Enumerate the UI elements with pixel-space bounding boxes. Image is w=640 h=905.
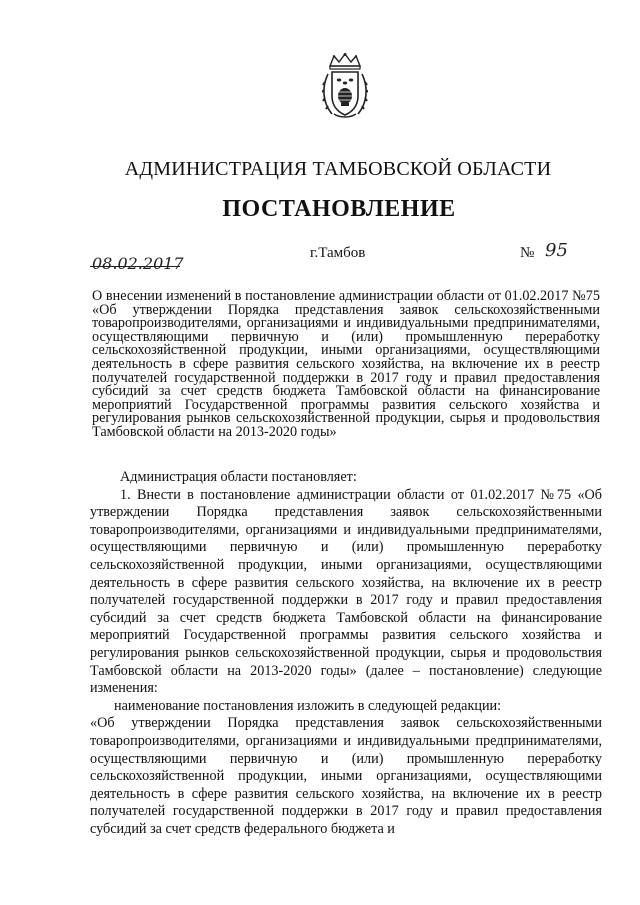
organization-title: АДМИНИСТРАЦИЯ ТАМБОВСКОЙ ОБЛАСТИ [124,158,552,180]
document-date: 08.02.2017 [92,254,184,273]
body-item-1: 1. Внести в постановление администрации области от 01.02.2017 №75 «Об утверждении Порядка представления заявок сельскохозяйственными товаропроизводителями, организациями и индивидуальными предпринимателями, осуществляющими первичную и (или) промышленную переработку сельскохозяйственной продукции, иными организациями, осуществляющими деятельность в сфере развития сельского хозяйства, на включение их в реестр получателей государственной поддержки в 2017 году и правил предоставления субсидий за счет средств бюджета Тамбовской области на финансирование мероприятий Государственной программы развития сельского хозяйства и регулирования рынков сельскохозяйственной продукции, сырья и продовольствия Тамбовской области на 2013-2020 годы» (далее – постановление) следующие изменения: [90,486,602,697]
body-quote: «Об утверждении Порядка представления заявок сельскохозяйственными товаропроизводителями, организациями и индивидуальными предпринимателями, осуществляющими первичную и (или) промышленную переработку сельскохозяйственной продукции, иными организациями, осуществляющими деятельность в сфере развития сельского хозяйства, на включение их в реестр получателей государственной поддержки в 2017 году и правил предоставления субсидий за счет средств федерального бюджета и [90,715,602,837]
document-number: 95 [545,240,568,261]
date-underline [90,266,180,267]
document-type-title: ПОСТАНОВЛЕНИЕ [222,196,456,222]
document-body [90,469,602,838]
body-intro: Администрация области постановляет: [120,469,357,485]
document-city: г.Тамбов [310,245,366,261]
body-item-2: наименование постановления изложить в следующей редакции: [114,697,502,714]
tambov-coat-of-arms-icon [322,52,368,120]
document-subject: О внесении изменений в постановление администрации области от 01.02.2017 №75 «Об утверждении Порядка представления заявок сельскохозяйственными товаропроизводителями, организациями и индивидуальными предпринимателями, осуществляющими первичную и (или) промышленную переработку сельскохозяйственной продукции, иными организациями, осуществляющими деятельность в сфере развития сельского хозяйства, на включение их в реестр получателей государственной поддержки в 2017 году и правил предоставления субсидий за счет средств бюджета Тамбовской области на финансирование мероприятий Государственной программы развития сельского хозяйства и регулирования рынков сельскохозяйственной продукции, сырья и продовольствия Тамбовской области на 2013-2020 годы» [92,288,600,440]
document-number-label: № [520,245,535,261]
